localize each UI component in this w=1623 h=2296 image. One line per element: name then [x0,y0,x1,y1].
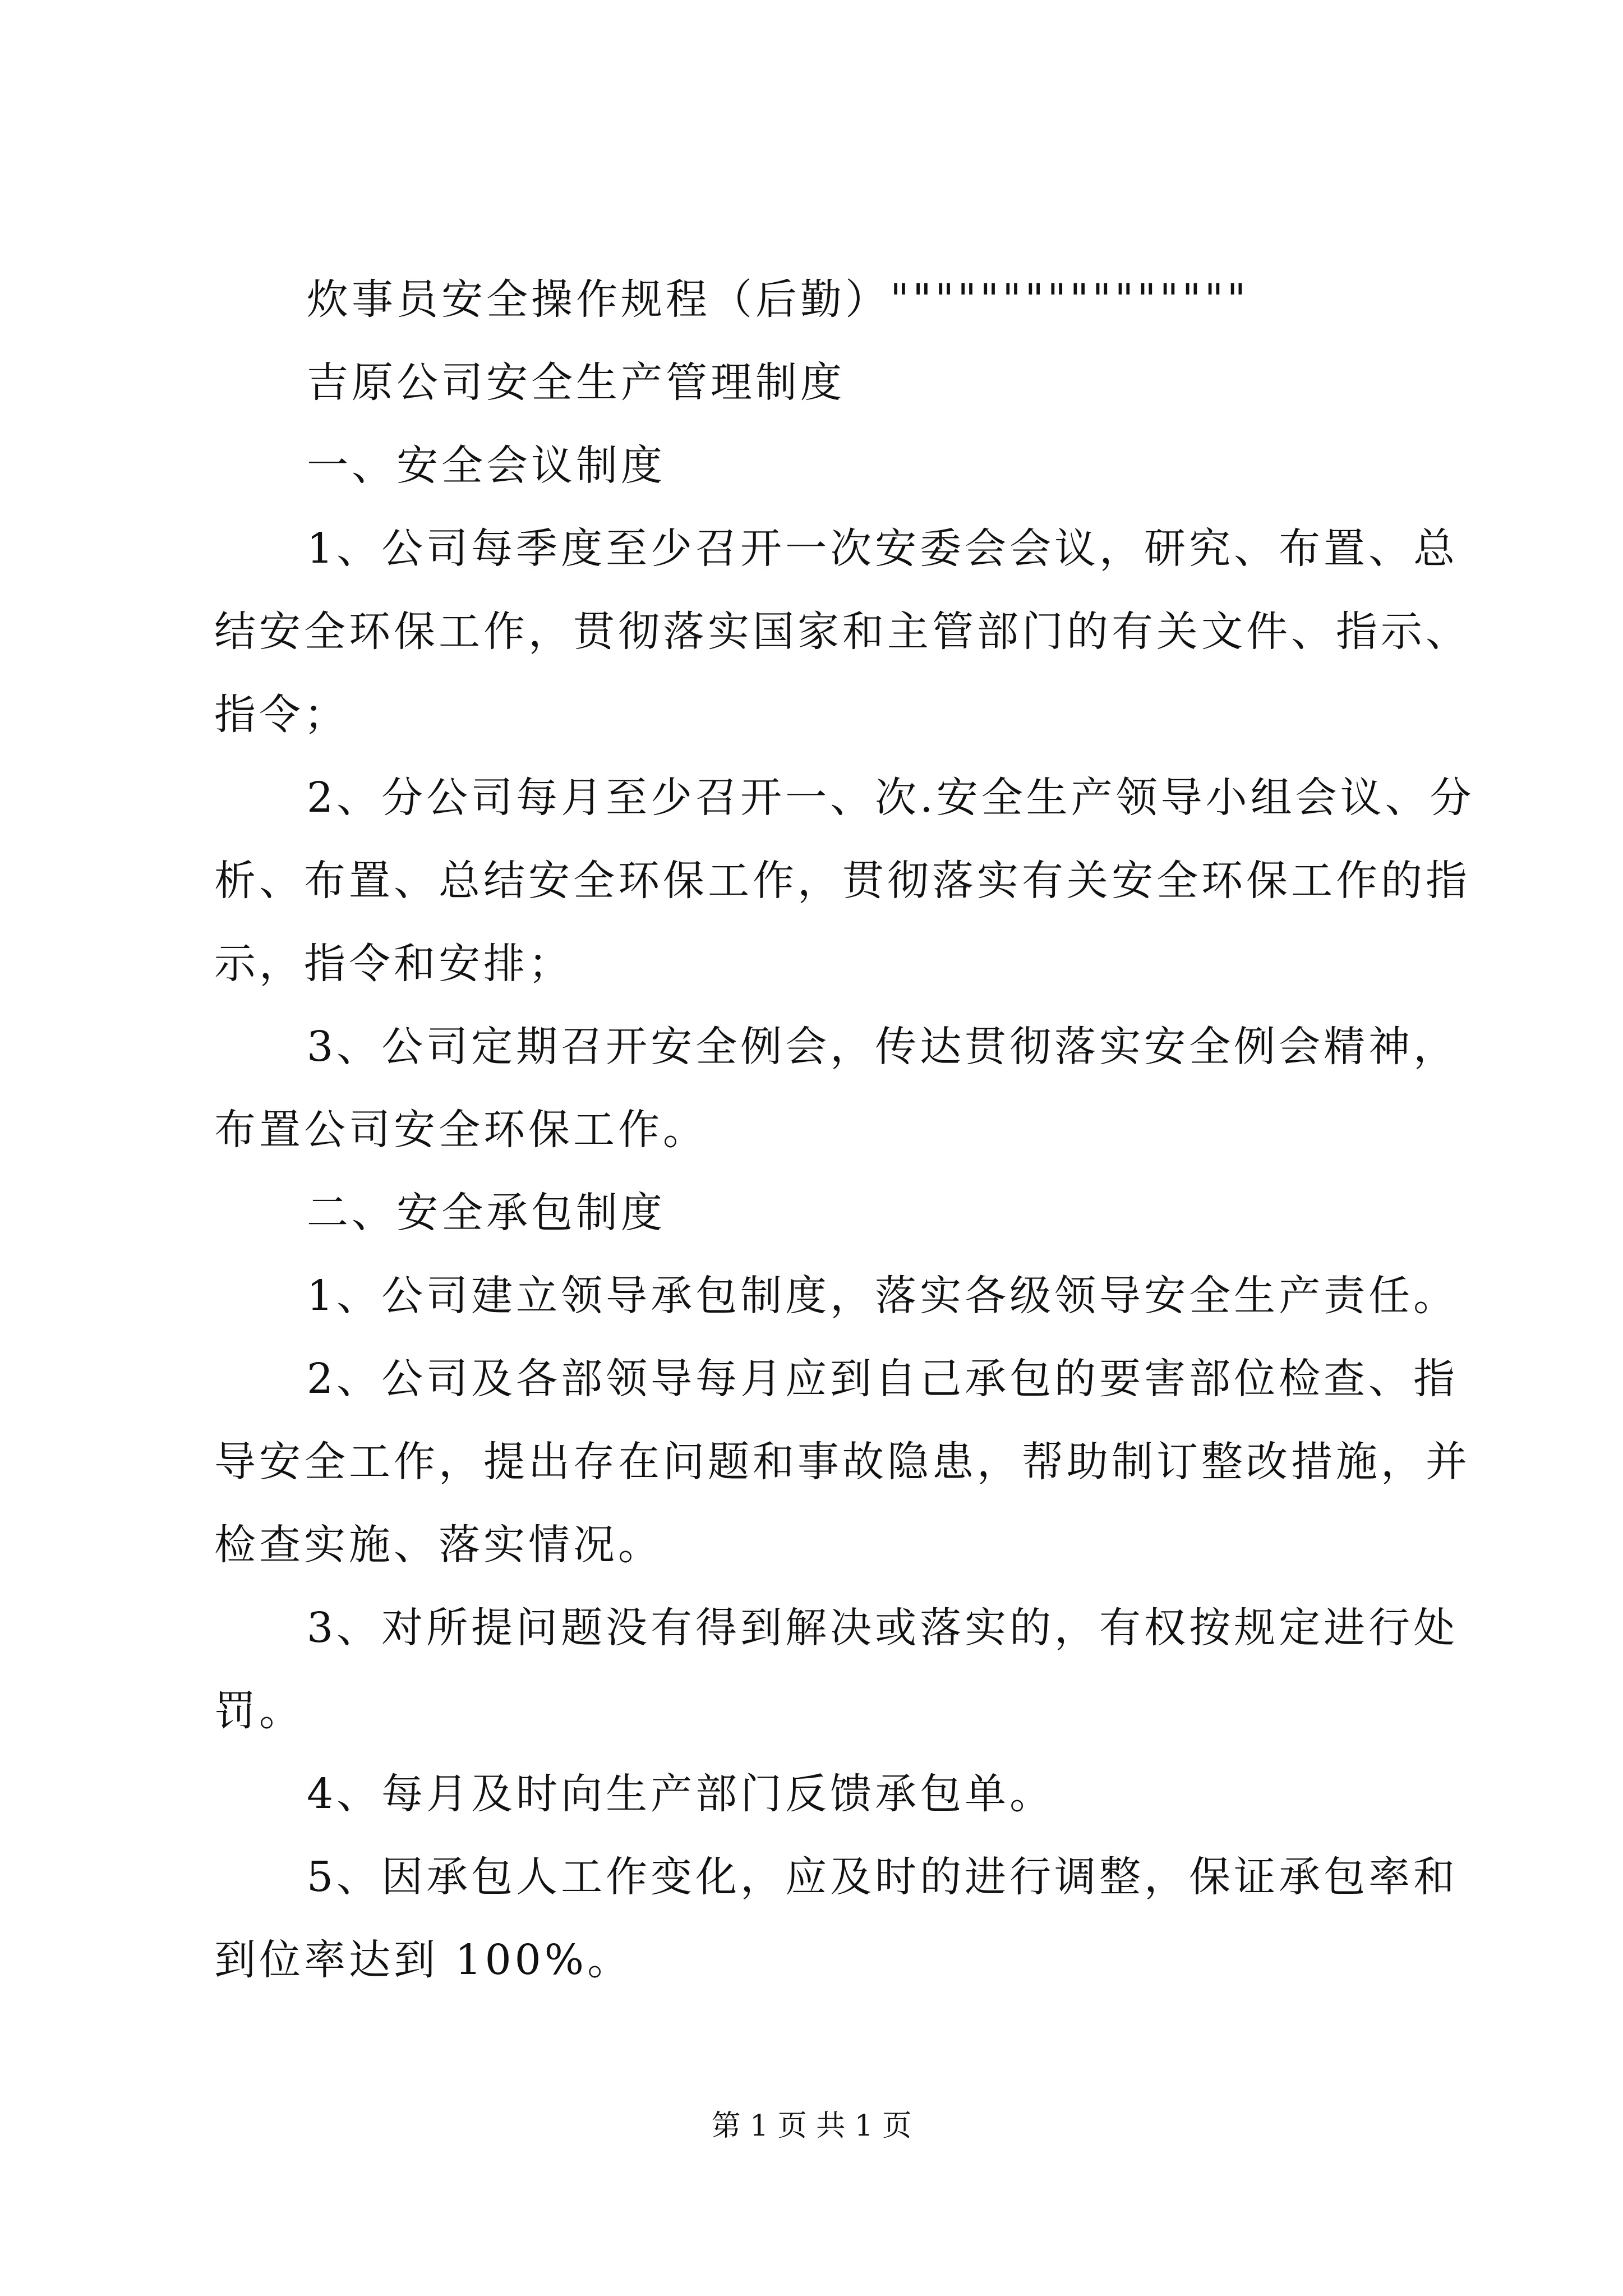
text-line: 2、公司及各部领导每月应到自己承包的要害部位检查、指 [307,1355,1459,1403]
text-line: 检查实施、落实情况。 [214,1521,663,1569]
text-line: 指令； [214,691,349,739]
text-line: 4、每月及时向生产部门反馈承包单。 [307,1770,1055,1818]
section-heading: 一、安全会议制度 [307,441,666,490]
text-line: 导安全工作，提出存在问题和事故隐患，帮助制订整改措施，并 [214,1438,1470,1486]
text-line: 2、分公司每月至少召开一、次.安全生产领导小组会议、分 [307,774,1475,822]
text-line: 3、公司定期召开安全例会，传达贯彻落实安全例会精神， [307,1023,1459,1071]
text-line: 3、对所提问题没有得到解决或落实的，有权按规定进行处 [307,1604,1459,1652]
text-line: 吉原公司安全生产管理制度 [307,358,845,407]
text-line: 结安全环保工作，贯彻落实国家和主管部门的有关文件、指示、 [214,608,1470,656]
text-line: 1、公司每季度至少召开一次安委会会议，研究、布置、总 [307,524,1459,573]
section-heading: 二、安全承包制度 [307,1189,666,1237]
text-line: 到位率达到 100%。 [214,1936,633,1984]
page-footer: 第 1 页 共 1 页 [711,2109,912,2143]
text-line: 1、公司建立领导承包制度，落实各级领导安全生产责任。 [307,1272,1459,1320]
text-line: 布置公司安全环保工作。 [214,1106,708,1154]
text-line: 炊事员安全操作规程（后勤）"""""""""""""""" [307,275,1249,324]
document-body [214,258,1475,2001]
text-line: 示，指令和安排； [214,940,573,988]
text-line: 析、布置、总结安全环保工作，贯彻落实有关安全环保工作的指 [214,857,1470,905]
text-line: 罚。 [214,1687,304,1735]
text-line: 5、因承包人工作变化，应及时的进行调整，保证承包率和 [307,1853,1459,1901]
